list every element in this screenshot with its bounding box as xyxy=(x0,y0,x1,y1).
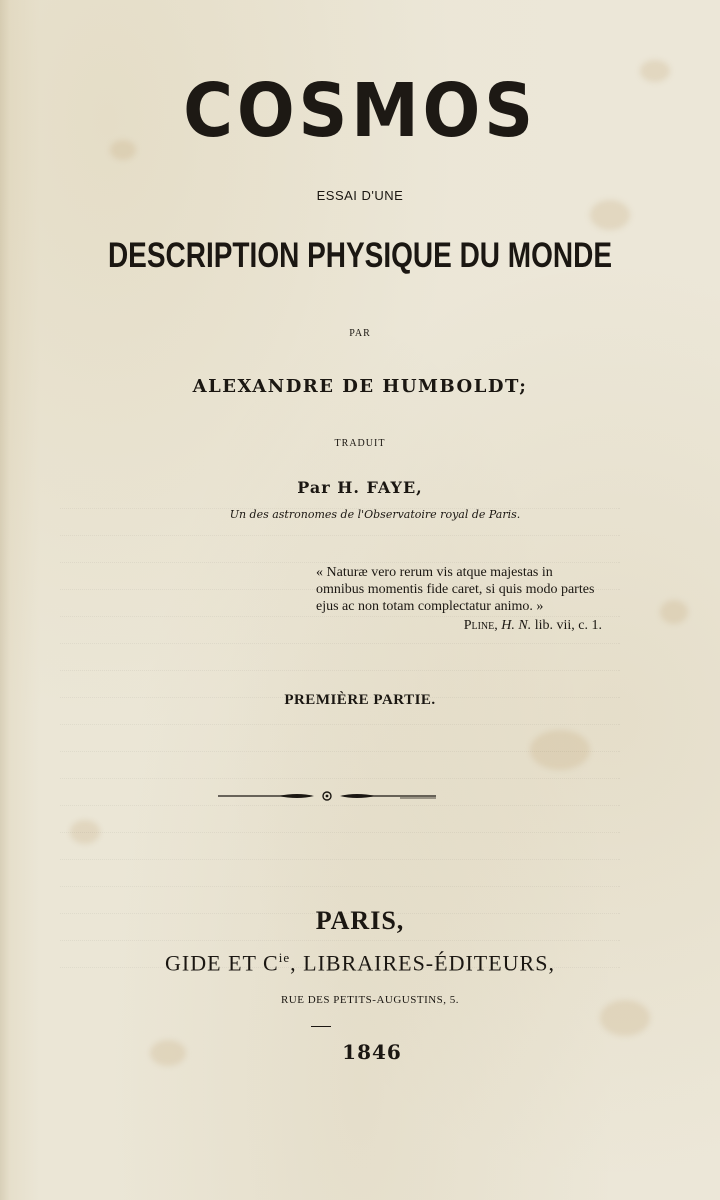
foxing-spot xyxy=(660,600,688,624)
epigraph-line: « Naturæ vero rerum vis atque majestas in xyxy=(316,565,553,580)
part-heading: PREMIÈRE PARTIE. xyxy=(284,692,436,708)
par-label: PAR xyxy=(349,328,371,339)
translator-affiliation: Un des astronomes de l'Observatoire royal de Paris. xyxy=(229,508,521,521)
epigraph-line: ejus ac non totam complectatur animo. » xyxy=(316,599,544,614)
short-rule xyxy=(311,1026,331,1027)
imprint-city: PARIS, xyxy=(315,906,405,935)
imprint-publisher xyxy=(0,950,720,976)
traduit-label: TRADUIT xyxy=(334,438,386,449)
ornament-divider-icon xyxy=(218,786,436,806)
publisher-name: GIDE ET C xyxy=(165,950,279,976)
epigraph-work: H. N. xyxy=(501,618,532,633)
translator-name: Par H. FAYE, xyxy=(297,478,423,497)
subtitle-small: ESSAI D'UNE xyxy=(316,188,404,203)
publisher-role: , LIBRAIRES-ÉDITEURS, xyxy=(290,950,555,976)
epigraph-ref: lib. vii, c. 1. xyxy=(534,618,602,633)
publisher-sup: ie xyxy=(278,950,291,965)
subtitle-main: DESCRIPTION PHYSIQUE DU MONDE xyxy=(107,236,613,275)
foxing-spot xyxy=(590,200,630,230)
epigraph-attribution: Pline, H. N. lib. vii, c. 1. xyxy=(463,618,602,633)
epigraph-line: omnibus momentis fide caret, si quis modo partes xyxy=(316,582,595,597)
epigraph xyxy=(316,564,616,634)
author-name: ALEXANDRE DE HUMBOLDT; xyxy=(192,376,528,397)
epigraph-author: Pline xyxy=(463,618,495,633)
book-title: COSMOS xyxy=(183,68,537,154)
imprint-address: RUE DES PETITS-AUGUSTINS, 5. xyxy=(280,994,460,1006)
publication-year: 1846 xyxy=(342,1040,402,1064)
